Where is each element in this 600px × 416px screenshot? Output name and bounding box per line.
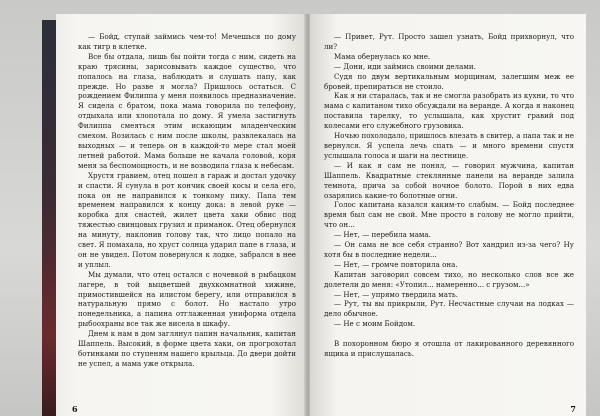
right-page-text — [324, 32, 574, 359]
paragraph: — Не с моим Бойдом. — [334, 319, 416, 329]
paragraph: Ночью похолодало, пришлось влезать в свитер, а папа так и не вернулся. Я успела лечь спать — и много времени спустя услышала голоса и шаги на лестнице. — [324, 131, 574, 160]
paragraph: Мы думали, что отец остался с ночевкой в рыбацком лагере, в той выцветшей двухкомнатной хижине, примостившейся на илистом берегу, или отправился в натуральную прямо с болот. Но настало утро понедельника, а папина отглаженная униформа отдела рыбоохраны все так же висела в шкафу. — [78, 269, 296, 329]
paragraph: — Привет, Рут. Просто зашел узнать, Бойд прихворнул, что ли? — [324, 32, 574, 51]
paragraph: В похоронном бюро я отошла от лакированного деревянного ящика и прислушалась. — [324, 339, 574, 359]
paragraph: Голос капитана казался каким-то слабым. — Бойд последнее время был сам не свой. Мне просто в голову не могло прийти, что он... — [324, 200, 574, 230]
paragraph: Все бы отдала, лишь бы пойти тогда с ним, сидеть на краю трясины, зарисовывать каждое существо, что попалось на глаза, наблюдать и слушать папу, как прежде. Но разве я могла? Пришлось остаться. С рождением Филиппа у меня появилось предназначение. Я сидела с братом, пока мама говорила по телефону, отдыхала или хлопотала по дому. Я умела застигнуть Филиппа смеяться этим искающим младенческим смехом. Возилась с ним после школы, развлекалась на выходных — и теперь он в каждой-то мере стал моей летней работой. Мама больше не качала головой, коря меня за беспомощность, и не возводила глаза к небесам. — [78, 51, 296, 170]
paragraph: — Бойд, ступай займись чем-то! Мечешься по дому как тигр в клетке. — [78, 32, 296, 51]
paragraph: — Он сама не все себя странно? Вот хандрил из-за чего? Ну хотя бы в последние недели... — [324, 240, 574, 259]
left-page — [56, 14, 308, 416]
right-page — [310, 14, 586, 416]
page-number-right: 7 — [570, 404, 576, 414]
paragraph: Хрустя гравием, отец пошел в гараж и достал удочку и спасти. Я сунула в рот кончик своей косы и села его, пока он не направился к тонкому пику. Папа тем временем направился к концу дока: в левой руке — коробка для снастей, жилет цвета хаки обвис под тяжестью свинцовых грузил и приманок. Отец обернулся на минуту, наклонив голову так, что лицо попало на свет. Я помахала, но хруст солнца ударил папе в глаза, и он не увидел. Потом повернулся к лодке, забрался в нее и уплыл. — [78, 170, 296, 269]
paragraph: Как я ни старалась, так и не смогла разобрать из кухни, то что мама с капитаном тихо обсуждали на веранде. А когда я наконец поставила тарелку, то услышала, как хрустит гравий под колесами его служебного грузовика. — [324, 91, 574, 131]
paragraph: — И как я сам не понял, — говорил мужчина, капитан Шаппель. Квадратные стеклянные панели на веранде залила темнота, прича за собой ночное болото. Порой в них едва озарялись какие-то болотные огни. — [324, 160, 574, 200]
left-page-text — [78, 32, 296, 369]
book-cover-edge — [42, 20, 56, 416]
paragraph: Судя по двум вертикальным морщинам, залегшим меж ее бровей, препираться не стоило. — [324, 71, 574, 91]
paragraph: — Нет, — громче повторила она. — [334, 259, 458, 269]
paragraph: Днем к нам в дом заглянул папин начальник, капитан Шаппель. Высокий, в форме цвета хаки, он прогрохотал ботинками по ступеням нашего крыльца. До двери дойти не успел, а мама уже открыла. — [78, 329, 296, 368]
paragraph: — Нет, — перебила мама. — [334, 230, 431, 240]
paragraph: — Дони, иди займись своими делами. — [334, 61, 476, 71]
page-number-left: 6 — [72, 404, 78, 414]
paragraph: Мама обернулась ко мне. — [334, 51, 431, 61]
paragraph: — Рут, ты вы прикрыли, Рут. Несчастные случаи на лодках — дело обычное. — [324, 299, 574, 319]
paragraph: — Нет, — упрямо твердила мать. — [334, 289, 459, 299]
paragraph: Капитан заговорил совсем тихо, но несколько слов все же долетели до меня: «Утопил... намеренно... с грузом...» — [324, 269, 574, 289]
open-book — [42, 14, 586, 416]
